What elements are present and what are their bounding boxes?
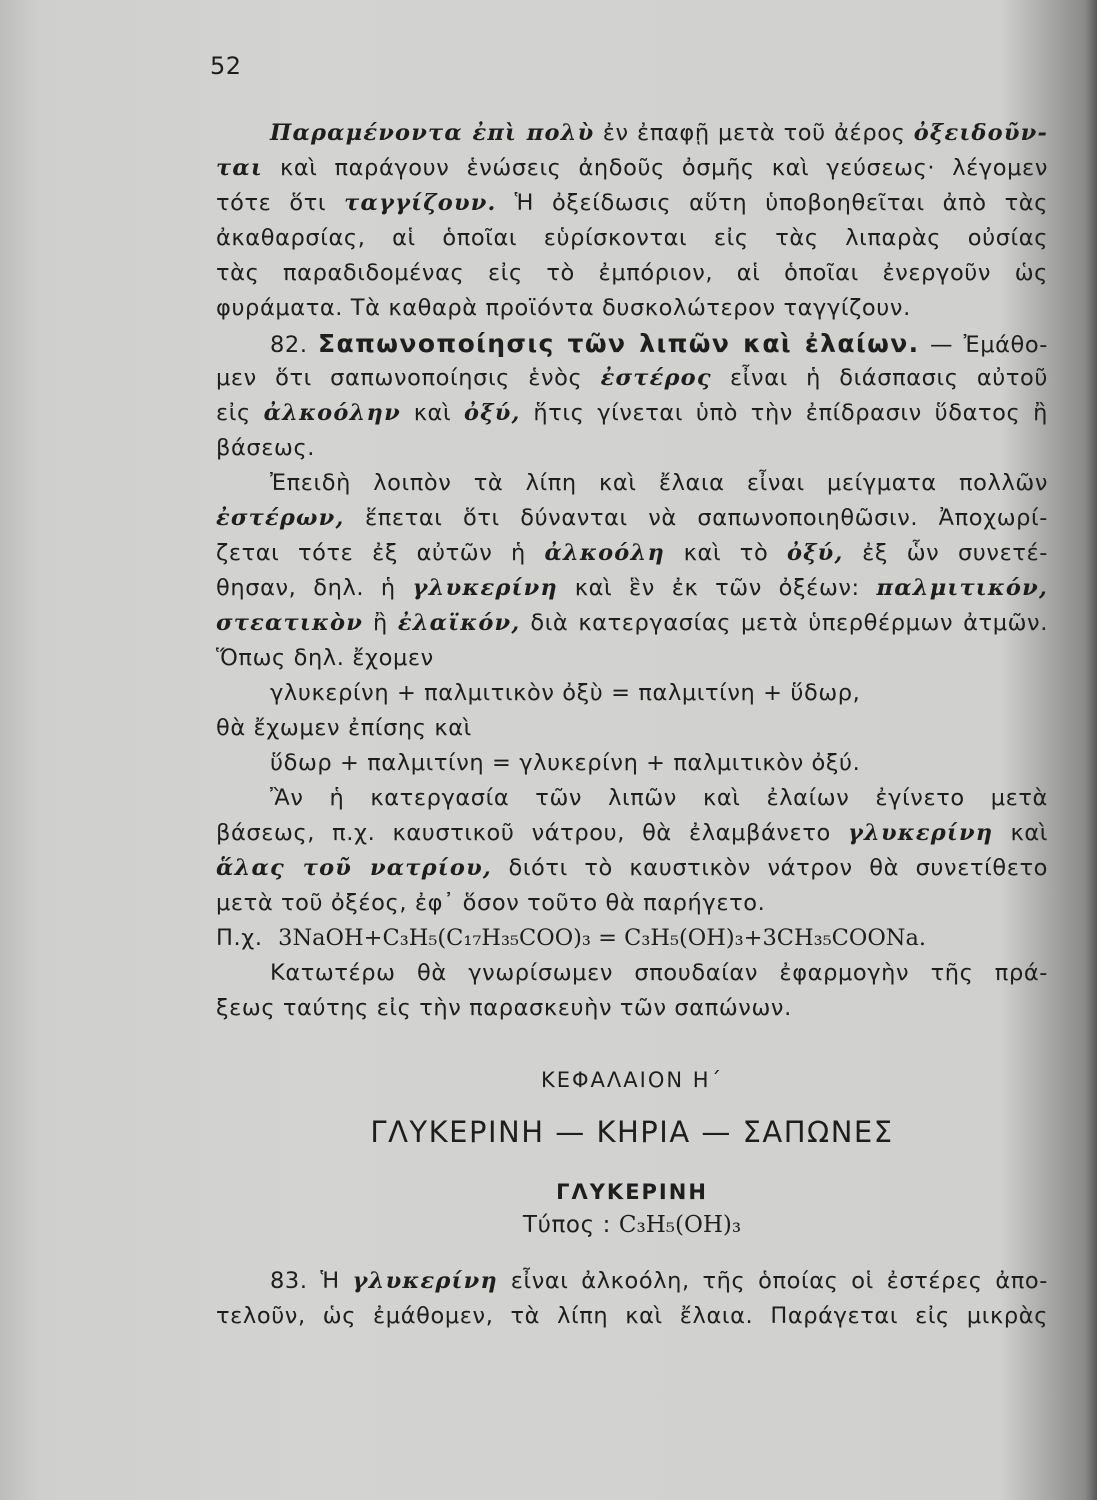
emphasis: γλυκερίνη <box>847 820 994 846</box>
emphasis: στεατικὸν <box>216 610 364 636</box>
section-subtitle: ΓΛΥΚΕΡΙΝΗ <box>556 1180 708 1204</box>
emphasis: ὀξύ, <box>464 400 521 426</box>
text-line: ἅλας τοῦ νατρίου, διότι τὸ καυστικὸν νάτρον θὰ συνετίθετο <box>216 855 1048 881</box>
text-line: μεν ὅτι σαπωνοποίησις ἑνὸς ἐστέρος εἶναι ἡ διάσπασις αὐτοῦ <box>216 365 1049 391</box>
paragraph-saponification <box>216 466 1048 781</box>
text-line: τελοῦν, ὡς ἐμάθομεν, τὰ λίπη καὶ ἔλαια. Παράγεται εἰς μικρὰς <box>216 1303 1048 1329</box>
emphasis: ἀλκοόλην <box>263 400 401 426</box>
chapter-title: ΓΛΥΚΕΡΙΝΗ — ΚΗΡΙΑ — ΣΑΠΩΝΕΣ <box>370 1115 894 1149</box>
chemical-formula: C₃H₅(OH)₃ <box>618 1212 742 1238</box>
emphasis: ἐλαϊκόν, <box>397 610 521 636</box>
text-line: τότε ὅτι ταγγίζουν. Ἡ ὀξείδωσις αὕτη ὑποβοηθεῖται ἀπὸ τὰς <box>216 190 1049 216</box>
section-title: Σαπωνοποίησις τῶν λιπῶν καὶ ἐλαίων. <box>318 329 920 358</box>
text-line: εἰς ἀλκοόλην καὶ ὀξύ, ἥτις γίνεται ὑπὸ τὴν ἐπίδρασιν ὕδατος ἢ <box>216 400 1048 426</box>
text-line: 83. Ἡ γλυκερίνη εἶναι ἀλκοόλη, τῆς ὁποίας οἱ ἐστέρες ἀπο- <box>270 1268 1049 1294</box>
text-line: θησαν, δηλ. ἡ γλυκερίνη καὶ ἓν ἐκ τῶν ὀξέων: παλμιτικόν, <box>216 575 1048 601</box>
emphasis: γλυκερίνη <box>352 1268 498 1294</box>
paragraph-base-treatment <box>216 781 1048 956</box>
chemical-formula: 3NaOH+C₃H₅(C₁₇H₃₅COO)₃ = C₃H₅(OH)₃+3CH₃₅COONa. <box>278 925 927 951</box>
reaction-equation: Π.χ. 3NaOH+C₃H₅(C₁₇H₃₅COO)₃ = C₃H₅(OH)₃+3CH₃₅COONa. <box>216 925 927 951</box>
emphasis: ἐστέρος <box>600 365 712 391</box>
emphasis: ὀξειδοῦν- <box>913 120 1048 146</box>
text-line: ξεως ταύτης εἰς τὴν παρασκευὴν τῶν σαπώνων. <box>216 995 792 1021</box>
emphasis: ται <box>216 155 263 181</box>
formula-line <box>216 1212 1048 1238</box>
text-line: θὰ ἔχωμεν ἐπίσης καὶ <box>216 715 472 741</box>
equation-1: γλυκερίνη + παλμιτικὸν ὀξὺ = παλμιτίνη + ὕδωρ, <box>270 680 861 706</box>
text-line: Ὅπως δηλ. ἔχομεν <box>216 645 434 671</box>
emphasis: ὀξύ, <box>786 540 844 566</box>
text-line: βάσεως, π.χ. καυστικοῦ νάτρου, θὰ ἐλαμβάνετο γλυκερίνη καὶ <box>216 820 1048 846</box>
paragraph-rancidity <box>216 116 1048 326</box>
text-line: βάσεως. <box>216 435 316 461</box>
section-82 <box>216 326 1048 466</box>
equation-2: ὕδωρ + παλμιτίνη = γλυκερίνη + παλμιτικὸν ὀξύ. <box>270 750 861 776</box>
emphasis: ταγγίζουν. <box>344 190 497 216</box>
text-line: Ἐπειδὴ λοιπὸν τὰ λίπη καὶ ἔλαια εἶναι μείγματα πολλῶν <box>270 470 1048 496</box>
text-line: ἐστέρων, ἕπεται ὅτι δύνανται νὰ σαπωνοποιηθῶσιν. Ἀποχωρί- <box>216 505 1048 531</box>
formula-label: Τύπος : <box>522 1212 611 1238</box>
emphasis: παλμιτικόν, <box>876 575 1048 601</box>
emphasis: ἅλας τοῦ νατρίου, <box>216 855 492 881</box>
page-number: 52 <box>210 52 242 80</box>
text-line: τὰς παραδιδομένας εἰς τὸ ἐμπόριον, αἱ ὁποῖαι ἐνεργοῦν ὡς <box>216 260 1048 286</box>
text-line: Ἂν ἡ κατεργασία τῶν λιπῶν καὶ ἐλαίων ἐγίνετο μετὰ <box>270 785 1048 811</box>
text-line: ζεται τότε ἐξ αὐτῶν ἡ ἀλκοόλη καὶ τὸ ὀξύ, ἐξ ὧν συνετέ- <box>216 540 1048 566</box>
emphasis: ἐστέρων, <box>216 505 345 531</box>
emphasis: ἀλκοόλη <box>544 540 666 566</box>
text-line: Κατωτέρω θὰ γνωρίσωμεν σπουδαίαν ἐφαρμογὴν τῆς πρά- <box>270 960 1048 986</box>
text-line: ται καὶ παράγουν ἑνώσεις ἀηδοῦς ὀσμῆς καὶ γεύσεως· λέγομεν <box>216 155 1048 181</box>
section-heading-line: 82. Σαπωνοποίησις τῶν λιπῶν καὶ ἐλαίων. — Ἐμάθο- <box>270 329 1048 358</box>
text-line: φυράματα. Τὰ καθαρὰ προϊόντα δυσκολώτερον ταγγίζουν. <box>216 295 911 321</box>
section-number: 82. <box>270 332 319 358</box>
section-83 <box>216 1264 1048 1334</box>
chapter-label: ΚΕΦΑΛΑΙΟΝ Η΄ <box>540 1068 724 1092</box>
emphasis: Παραμένοντα ἐπὶ πολὺ <box>270 120 595 146</box>
text-line: μετὰ τοῦ ὀξέος, ἐφ᾽ ὅσον τοῦτο θὰ παρήγετο. <box>216 890 766 916</box>
text-line: Παραμένοντα ἐπὶ πολὺ ἐν ἐπαφῇ μετὰ τοῦ ἀέρος ὀξειδοῦν- <box>270 120 1048 146</box>
text-line: στεατικὸν ἢ ἐλαϊκόν, διὰ κατεργασίας μετὰ ὑπερθέρμων ἀτμῶν. <box>216 610 1048 636</box>
emphasis: γλυκερίνη <box>412 575 558 601</box>
paragraph-soap-preview <box>216 956 1048 1026</box>
text-line: ἀκαθαρσίας, αἱ ὁποῖαι εὑρίσκονται εἰς τὰς λιπαρὰς οὐσίας <box>216 225 1048 251</box>
